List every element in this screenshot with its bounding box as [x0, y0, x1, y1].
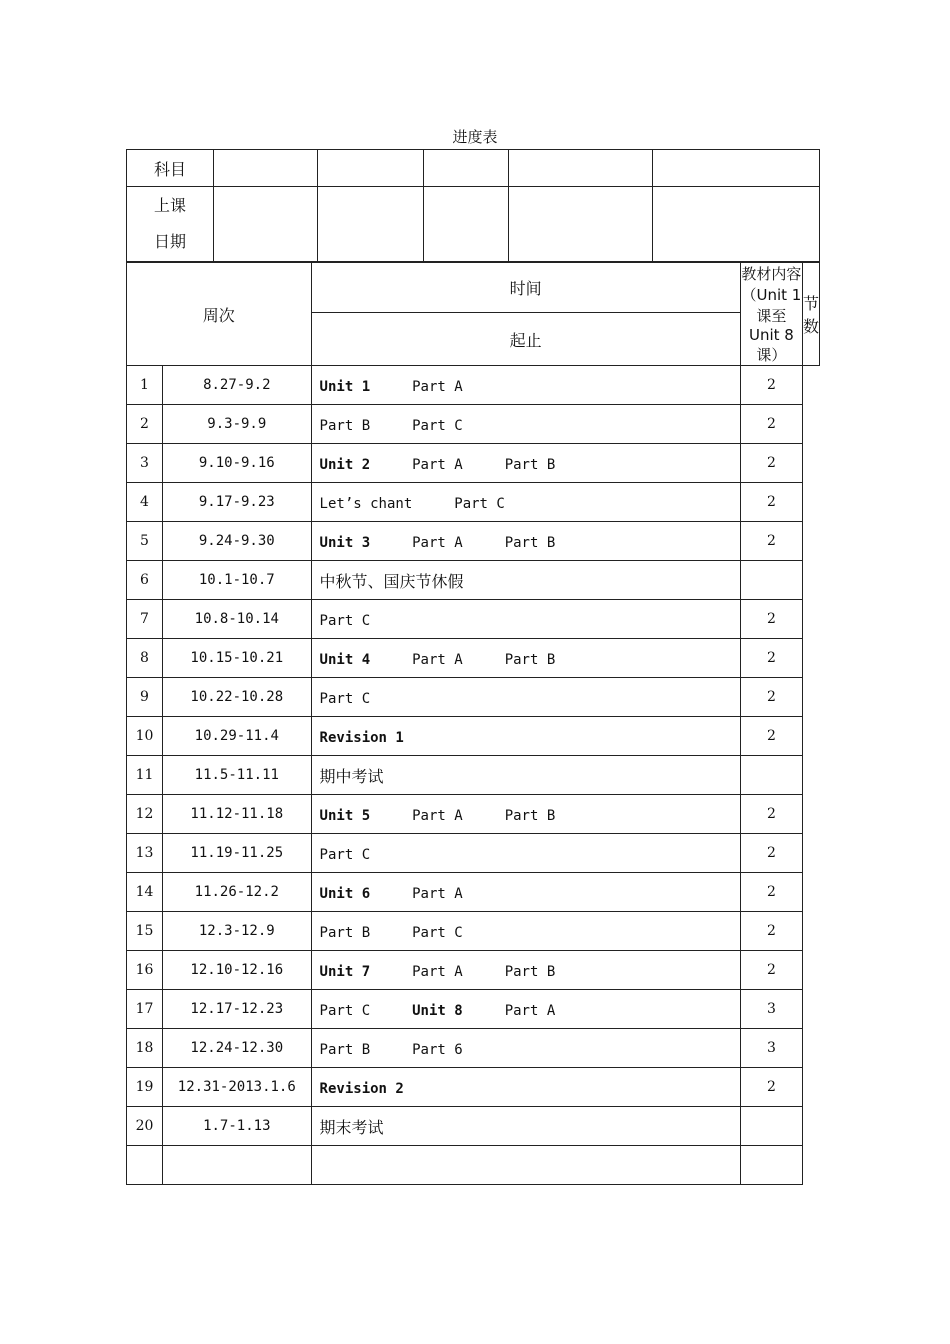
content-part: Part A: [412, 534, 463, 551]
table-row: [127, 834, 820, 873]
content-part: Part B: [319, 1041, 371, 1058]
lesson-count-cell: 2: [740, 1068, 802, 1107]
content-part: Part B: [319, 417, 371, 434]
content-header: 教材内容（Unit 1 课至 Unit 8 课）: [740, 263, 802, 366]
content-cell: [311, 795, 740, 834]
week-cell: 19: [127, 1068, 163, 1107]
content-part: Unit 4: [319, 651, 371, 668]
lesson-count-cell: 3: [740, 1029, 802, 1068]
content-part: Part B: [504, 456, 556, 473]
content-part: Unit 1: [319, 378, 371, 395]
date-range-cell: 12.31-2013.1.6: [163, 1068, 312, 1107]
week-cell: 9: [127, 678, 163, 717]
table-row: [127, 873, 820, 912]
content-part: 期中考试: [319, 766, 384, 786]
table-row: [127, 600, 820, 639]
lesson-count-cell: 2: [740, 483, 802, 522]
content-cell: [311, 990, 740, 1029]
subject-cell: [213, 150, 317, 187]
content-part: Part C: [412, 924, 463, 941]
date-range-cell: 11.26-12.2: [163, 873, 312, 912]
content-part: Part B: [504, 534, 556, 551]
lesson-count-cell: 2: [740, 366, 802, 405]
week-cell: 15: [127, 912, 163, 951]
content-cell: [311, 483, 740, 522]
content-part: Revision 2: [319, 1080, 404, 1097]
content-part: Part B: [504, 651, 556, 668]
week-cell: 1: [127, 366, 163, 405]
week-cell: 18: [127, 1029, 163, 1068]
page-title: 进度表: [452, 128, 498, 146]
date-cell: [509, 187, 653, 262]
content-part: Part C: [412, 417, 463, 434]
date-cell: [653, 187, 820, 262]
week-cell: 10: [127, 717, 163, 756]
week-cell: 6: [127, 561, 163, 600]
date-range-cell: [163, 1146, 312, 1185]
lesson-count-cell: [740, 1107, 802, 1146]
table-row: [127, 405, 820, 444]
date-range-cell: 9.24-9.30: [163, 522, 312, 561]
schedule-table: [126, 262, 820, 1185]
content-cell: [311, 639, 740, 678]
date-label-line1: 上课: [153, 196, 186, 215]
schedule-header-row: [127, 263, 820, 313]
content-part: Let’s chant: [319, 495, 413, 512]
range-header: 起止: [311, 313, 740, 366]
lesson-count-cell: [740, 1146, 802, 1185]
content-cell: [311, 834, 740, 873]
date-cell: [213, 187, 317, 262]
week-cell: 20: [127, 1107, 163, 1146]
table-row: [127, 561, 820, 600]
date-range-cell: 11.19-11.25: [163, 834, 312, 873]
count-header: 节数: [802, 263, 819, 366]
content-part: Part C: [319, 690, 371, 707]
date-range-cell: 11.5-11.11: [163, 756, 312, 795]
table-row: [127, 990, 820, 1029]
table-row: [127, 678, 820, 717]
content-part: Unit 2: [319, 456, 371, 473]
subject-cell: [423, 150, 509, 187]
time-header: 时间: [311, 263, 740, 313]
lesson-count-cell: 2: [740, 405, 802, 444]
date-range-cell: 8.27-9.2: [163, 366, 312, 405]
lesson-count-cell: 2: [740, 522, 802, 561]
table-row: [127, 951, 820, 990]
content-cell: [311, 366, 740, 405]
date-cell: [423, 187, 509, 262]
lesson-count-cell: 2: [740, 600, 802, 639]
lesson-count-cell: 2: [740, 717, 802, 756]
table-row: [127, 366, 820, 405]
table-row: [127, 795, 820, 834]
date-range-cell: 11.12-11.18: [163, 795, 312, 834]
lesson-count-cell: 2: [740, 951, 802, 990]
table-row: [127, 1146, 820, 1185]
subject-cell: [653, 150, 820, 187]
week-cell: 3: [127, 444, 163, 483]
date-range-cell: 12.3-12.9: [163, 912, 312, 951]
content-part: Part C: [319, 612, 371, 629]
date-range-cell: 9.10-9.16: [163, 444, 312, 483]
content-cell: [311, 873, 740, 912]
week-cell: 7: [127, 600, 163, 639]
week-cell: 8: [127, 639, 163, 678]
week-cell: 17: [127, 990, 163, 1029]
content-cell: [311, 1029, 740, 1068]
content-part: Part C: [319, 1002, 371, 1019]
content-part: Unit 3: [319, 534, 371, 551]
date-cell: [317, 187, 423, 262]
subject-cell: [509, 150, 653, 187]
content-part: 中秋节、国庆节休假: [319, 571, 464, 591]
content-part: Part 6: [412, 1041, 463, 1058]
date-label-line2: 日期: [153, 232, 186, 251]
content-part: Part B: [504, 963, 556, 980]
date-range-cell: 9.3-9.9: [163, 405, 312, 444]
content-cell: [311, 717, 740, 756]
week-header: 周次: [127, 263, 312, 366]
content-cell: [311, 951, 740, 990]
table-row: [127, 639, 820, 678]
content-part: Part A: [412, 651, 463, 668]
content-part: Part B: [319, 924, 371, 941]
content-part: Unit 5: [319, 807, 371, 824]
content-cell: [311, 756, 740, 795]
date-range-cell: 10.15-10.21: [163, 639, 312, 678]
week-cell: 4: [127, 483, 163, 522]
content-part: Part A: [412, 807, 463, 824]
date-range-cell: 9.17-9.23: [163, 483, 312, 522]
content-part: Unit 7: [319, 963, 371, 980]
table-row: [127, 717, 820, 756]
table-row: [127, 483, 820, 522]
table-row: [127, 522, 820, 561]
date-range-cell: 12.24-12.30: [163, 1029, 312, 1068]
content-part: Part B: [504, 807, 556, 824]
content-cell: [311, 1068, 740, 1107]
date-range-cell: 12.10-12.16: [163, 951, 312, 990]
table-row: [127, 1107, 820, 1146]
lesson-count-cell: 2: [740, 795, 802, 834]
table-row: [127, 444, 820, 483]
date-range-cell: 10.1-10.7: [163, 561, 312, 600]
lesson-count-cell: [740, 756, 802, 795]
date-range-cell: 10.29-11.4: [163, 717, 312, 756]
date-label: [127, 187, 214, 262]
subject-cell: [317, 150, 423, 187]
week-cell: 14: [127, 873, 163, 912]
lesson-count-cell: 3: [740, 990, 802, 1029]
week-cell: 5: [127, 522, 163, 561]
content-cell: [311, 1107, 740, 1146]
lesson-count-cell: 2: [740, 834, 802, 873]
lesson-count-cell: 2: [740, 873, 802, 912]
lesson-count-cell: 2: [740, 912, 802, 951]
table-row: [127, 1029, 820, 1068]
date-range-cell: 10.22-10.28: [163, 678, 312, 717]
subject-date-table: [126, 149, 820, 262]
content-part: Part A: [412, 885, 463, 902]
subject-label: 科目: [127, 150, 214, 187]
date-range-cell: 12.17-12.23: [163, 990, 312, 1029]
lesson-count-cell: 2: [740, 639, 802, 678]
table-row: [127, 756, 820, 795]
table-row: [127, 1068, 820, 1107]
content-cell: [311, 405, 740, 444]
content-part: 期末考试: [319, 1117, 384, 1137]
content-part: Part C: [454, 495, 505, 512]
week-cell: 16: [127, 951, 163, 990]
week-cell: 12: [127, 795, 163, 834]
date-row: [127, 187, 820, 262]
week-cell: 13: [127, 834, 163, 873]
week-cell: [127, 1146, 163, 1185]
content-cell: [311, 561, 740, 600]
content-part: Revision 1: [319, 729, 404, 746]
content-part: Part C: [319, 846, 371, 863]
week-cell: 2: [127, 405, 163, 444]
date-range-cell: 1.7-1.13: [163, 1107, 312, 1146]
date-range-cell: 10.8-10.14: [163, 600, 312, 639]
content-cell: [311, 912, 740, 951]
content-part: Part A: [412, 456, 463, 473]
content-cell: [311, 1146, 740, 1185]
content-cell: [311, 600, 740, 639]
content-part: Unit 6: [319, 885, 371, 902]
content-part: Part A: [412, 378, 463, 395]
content-part: Part A: [412, 963, 463, 980]
week-cell: 11: [127, 756, 163, 795]
lesson-count-cell: 2: [740, 444, 802, 483]
subject-row: [127, 150, 820, 187]
content-cell: [311, 522, 740, 561]
lesson-count-cell: 2: [740, 678, 802, 717]
content-part: Part A: [504, 1002, 556, 1019]
lesson-count-cell: [740, 561, 802, 600]
content-cell: [311, 444, 740, 483]
content-part: Unit 8: [412, 1002, 463, 1019]
table-row: [127, 912, 820, 951]
content-cell: [311, 678, 740, 717]
